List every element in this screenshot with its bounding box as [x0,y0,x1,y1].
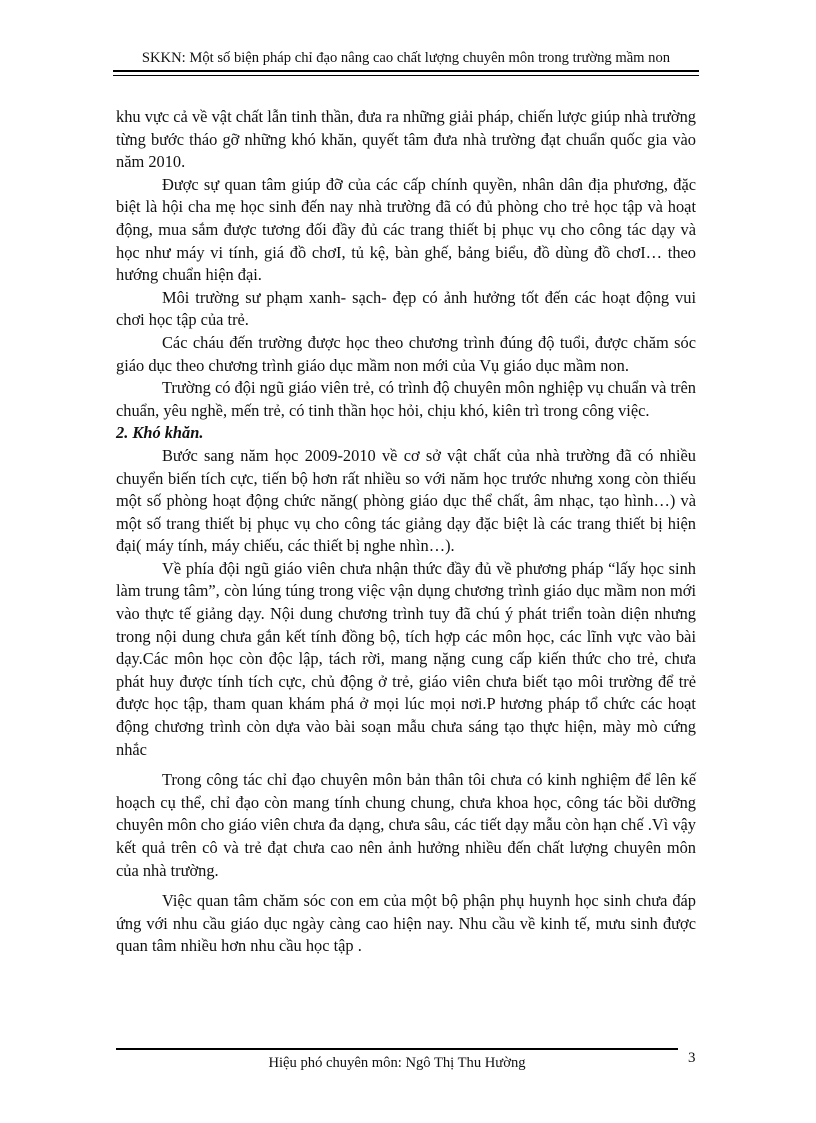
paragraph-8: Trong công tác chỉ đạo chuyên môn bản thân tôi chưa có kinh nghiệm để lên kế hoạch cụ thể, chỉ đạo còn mang tính chung chung, chưa khoa học, công tác bồi dưỡng chuyên môn cho giáo viên chưa đa dạng, chưa sâu, các tiết dạy mẫu còn hạn chế .Vì vậy kết quả trên cô và trẻ đạt chưa cao nên ảnh hưởng nhiều đến chất lượng chuyên môn của nhà trường. [116,770,696,880]
footer-divider [116,1048,678,1050]
paragraph-3: Môi trường sư phạm xanh- sạch- đẹp có ảnh hưởng tốt đến các hoạt động vui chơi học tập của trẻ. [116,287,696,330]
paragraph-2: Được sự quan tâm giúp đỡ của các cấp chính quyền, nhân dân địa phương, đặc biệt là hội cha mẹ học sinh đến nay nhà trường đã có đủ phòng cho trẻ học tập và hoạt động, mua sắm được tương đối đầy đủ các trang thiết bị phục vụ cho công tác dạy và học như máy vi tính, giá đồ chơI, tủ kệ, bàn ghế, bảng biểu, đồ dùng đồ chơI… theo hướng chuẩn hiện đại. [116,174,696,285]
paragraph-9: Việc quan tâm chăm sóc con em của một bộ phận phụ huynh học sinh chưa đáp ứng với nhu cầu giáo dục ngày càng cao hiện nay. Nhu cầu về kinh tế, mưu sinh được quan tâm nhiều hơn nhu cầu học tập . [116,891,696,956]
running-header: SKKN: Một số biện pháp chỉ đạo nâng cao chất lượng chuyên môn trong trường mầm non [113,50,699,72]
footer-author: Hiệu phó chuyên môn: Ngô Thị Thu Hường [268,1055,526,1071]
paragraph-5: Trường có đội ngũ giáo viên trẻ, có trình độ chuyên môn nghiệp vụ chuẩn và trên chuẩn, yêu nghề, mến trẻ, có tinh thần học hỏi, chịu khó, kiên trì trong công việc. [116,378,696,420]
page-number: 3 [688,1050,696,1066]
section-heading: 2. Khó khăn. [116,423,204,443]
paragraph-6: Bước sang năm học 2009-2010 về cơ sở vật chất của nhà trường đã có nhiều chuyển biến tích cực, tiến bộ hơn rất nhiều so với năm học trước nhưng xong còn thiếu một số phòng hoạt động chức năng( phòng giáo dục thể chất, âm nhạc, tạo hình…) và một số trang thiết bị phục vụ cho công tác giảng dạy đặc biệt là các trang thiết bị hiện đại( máy tính, máy chiếu, các thiết bị nghe nhìn…). [116,445,696,556]
paragraph-4: Các cháu đến trường được học theo chương trình đúng độ tuổi, được chăm sóc giáo dục theo chương trình giáo dục mầm non mới của Vụ giáo dục mầm non. [116,332,696,375]
paragraph-1: khu vực cả về vật chất lẫn tinh thần, đưa ra những giải pháp, chiến lược giúp nhà trường từng bước tháo gỡ những khó khăn, quyết tâm đưa nhà trường đạt chuẩn quốc gia vào năm 2010. [116,107,696,172]
paragraph-7: Về phía đội ngũ giáo viên chưa nhận thức đầy đủ về phương pháp “lấy học sinh làm trung tâm”, còn lúng túng trong việc vận dụng chương trình giáo dục mầm non mới vào thực tế giảng dạy. Nội dung chương trình tuy đã chú ý phát triển toàn diện nhưng trong nội dung chưa gắn kết tính đồng bộ, tích hợp các môn học, các lĩnh vực vào bài dạy.Các môn học còn độc lập, tách rời, mang nặng cung cấp kiến thức cho trẻ, chưa phát huy được tính tích cực, chủ động ở trẻ, giáo viên chưa biết tạo môi trường để trẻ được học tập, tham quan khám phá ở mọi lúc mọi nơi.P hương pháp tổ chức các hoạt động chương trình còn dựa vào bài soạn mẫu chưa sáng tạo thực hiện, mày mò cứng nhắc [116,558,696,759]
body-text [116,106,696,958]
